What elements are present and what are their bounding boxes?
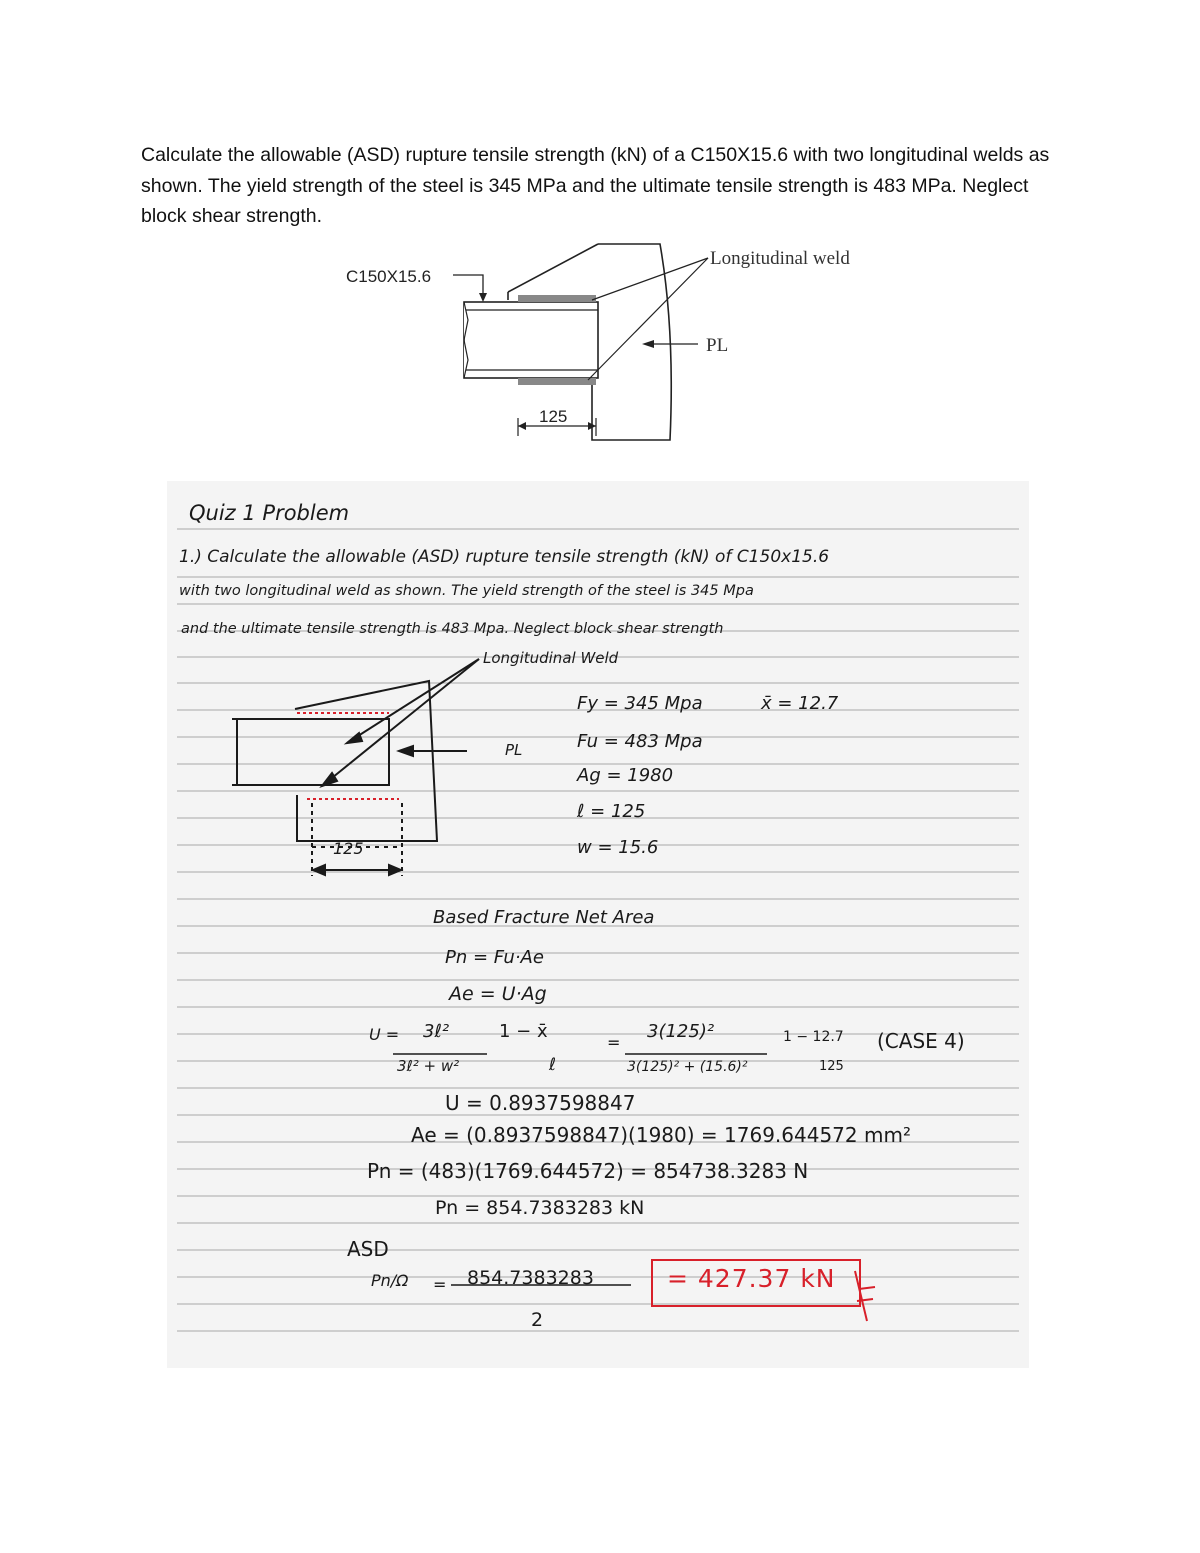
plate-label: PL	[706, 335, 729, 356]
u-eq: =	[607, 1033, 621, 1052]
weld-bottom	[518, 378, 596, 385]
u-num: 3ℓ²	[423, 1021, 450, 1042]
u-bracket-num: 1 − x̄	[499, 1021, 548, 1042]
ae-value: Ae = (0.8937598847)(1980) = 1769.644572 mm²	[411, 1123, 911, 1147]
notes-weld-label: Longitudinal Weld	[483, 649, 619, 667]
notes-statement-line1: 1.) Calculate the allowable (ASD) rupture tensile strength (kN) of C150x15.6	[179, 547, 830, 567]
weld-top	[518, 295, 596, 302]
u-lhs: U =	[369, 1025, 400, 1044]
u-den: 3ℓ² + w²	[397, 1057, 460, 1075]
connection-diagram-svg	[330, 240, 890, 460]
eq-pn: Pn = Fu·Ae	[445, 947, 544, 968]
answer-value: = 427.37 kN	[667, 1264, 836, 1293]
u-sub-den: 3(125)² + (15.6)²	[627, 1059, 748, 1075]
section-label: C150X15.6	[346, 267, 432, 286]
eq-ae: Ae = U·Ag	[449, 983, 547, 1005]
notes-statement-line2: with two longitudinal weld as shown. The yield strength of the steel is 345 Mpa	[179, 583, 754, 599]
handwritten-solution	[167, 481, 1029, 1368]
sketch-welds	[297, 713, 399, 799]
u-sub-num: 3(125)²	[647, 1021, 715, 1042]
u-bracket-den: ℓ	[549, 1055, 557, 1075]
given-xbar: x̄ = 12.7	[761, 693, 839, 714]
given-l: ℓ = 125	[577, 801, 646, 822]
u-sub-bracket-num: 1 − 12.7	[783, 1029, 844, 1045]
given-fu: Fu = 483 Mpa	[577, 731, 703, 752]
notes-length-label: 125	[333, 839, 364, 858]
given-ag: Ag = 1980	[577, 765, 674, 786]
asd-eq: =	[433, 1275, 447, 1294]
given-fy: Fy = 345 Mpa	[577, 693, 703, 714]
gusset-plate	[592, 244, 671, 440]
asd-lhs: Pn/Ω	[371, 1271, 409, 1290]
basis-title: Based Fracture Net Area	[433, 907, 655, 928]
pn-value-n: Pn = (483)(1769.644572) = 854738.3283 N	[367, 1159, 809, 1183]
channel-section	[464, 302, 598, 378]
asd-den: 2	[531, 1309, 544, 1331]
connection-diagram	[330, 240, 890, 460]
plate-top-edge	[508, 244, 598, 292]
asd-num: 854.7383283	[467, 1267, 594, 1289]
pn-value-kn: Pn = 854.7383283 kN	[435, 1197, 645, 1219]
asd-label: ASD	[347, 1237, 389, 1261]
notes-title: Quiz 1 Problem	[189, 501, 350, 525]
problem-statement: Calculate the allowable (ASD) rupture tensile strength (kN) of a C150X15.6 with two longitudinal welds as shown. The yield strength of the steel is 345 MPa and the ultimate tensile strength is 483 MPa. Neglect block shear strength.	[141, 144, 1050, 227]
notes-statement-line3: and the ultimate tensile strength is 483 Mpa. Neglect block shear strength	[181, 621, 724, 637]
notes-plate-label: PL	[505, 741, 523, 759]
case-label: (CASE 4)	[877, 1029, 965, 1053]
given-w: w = 15.6	[577, 837, 659, 858]
length-label: 125	[539, 407, 568, 426]
u-sub-bracket-den: 125	[819, 1059, 844, 1074]
u-value: U = 0.8937598847	[445, 1091, 636, 1115]
weld-label: Longitudinal weld	[710, 248, 850, 269]
